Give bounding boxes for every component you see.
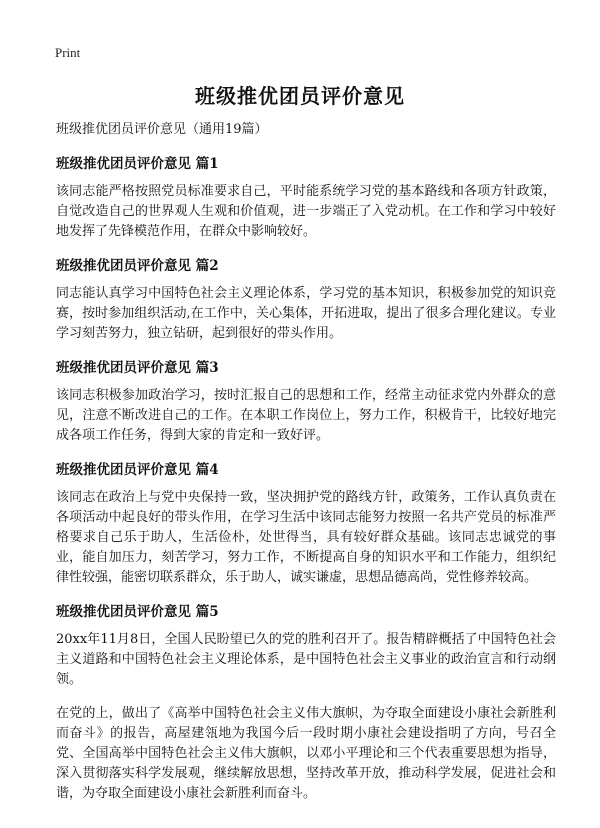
section-heading-5: 班级推优团员评价意见 篇5 (56, 604, 219, 620)
page-title: 班级推优团员评价意见 (195, 84, 405, 108)
document-subtitle: 班级推优团员评价意见（通用19篇） (56, 122, 268, 137)
section-3-paragraph: 该同志积极参加政治学习，按时汇报自己的思想和工作，经常主动征求党内外群众的意见，注意不断改进自己的工作。在本职工作岗位上，努力工作，积极肯干，比较好地完成各项工作任务，得到大家的肯定和一致好评。 (56, 388, 556, 443)
print-link[interactable]: Print (55, 45, 81, 60)
section-5-paragraph-1: 20xx年11月8日，全国人民盼望已久的党的胜利召开了。报告精辟概括了中国特色社会主义道路和中国特色社会主义理论体系，是中国特色社会主义事业的政治宣言和行动纲领。 (56, 632, 556, 687)
section-5-paragraph-2: 在党的上，做出了《高举中国特色社会主义伟大旗帜，为夺取全面建设小康社会新胜利而奋斗》的报告，高屋建瓴地为我国今后一段时期小康社会建设指明了方向，号召全党、全国高举中国特色社会主义伟大旗帜，以邓小平理论和三个代表重要思想为指导，深入贯彻落实科学发展观，继续解放思想，坚持改革开放，推动科学发展，促进社会和谐，为夺取全面建设小康社会新胜利而奋斗。 (56, 706, 556, 801)
section-heading-4: 班级推优团员评价意见 篇4 (56, 462, 219, 478)
section-2-paragraph: 同志能认真学习中国特色社会主义理论体系，学习党的基本知识，积极参加党的知识竞赛，按时参加组织活动,在工作中，关心集体，开拓进取，提出了很多合理化建议。专业学习刻苦努力，独立钻研，起到很好的带头作用。 (56, 286, 556, 341)
section-1-paragraph: 该同志能严格按照党员标准要求自己，平时能系统学习党的基本路线和各项方针政策，自觉改造自己的世界观人生观和价值观，进一步端正了入党动机。在工作和学习中较好地发挥了先锋模范作用，在群众中影响较好。 (56, 184, 556, 239)
document-body (56, 120, 556, 818)
section-heading-1: 班级推优团员评价意见 篇1 (56, 156, 219, 172)
section-heading-2: 班级推优团员评价意见 篇2 (56, 258, 219, 274)
section-heading-3: 班级推优团员评价意见 篇3 (56, 360, 219, 376)
section-4-paragraph: 该同志在政治上与党中央保持一致，坚决拥护党的路线方针，政策务，工作认真负责在各项活动中起良好的带头作用，在学习生活中该同志能努力按照一名共产党员的标准严格要求自己乐于助人，生活俭朴，处世得当，具有较好群众基础。该同志忠诚党的事业，能自加压力，刻苦学习，努力工作，不断提高自身的知识水平和工作能力，组织纪律性较强，能密切联系群众，乐于助人，诚实谦虚，思想品德高尚，党性修养较高。 (56, 490, 556, 585)
